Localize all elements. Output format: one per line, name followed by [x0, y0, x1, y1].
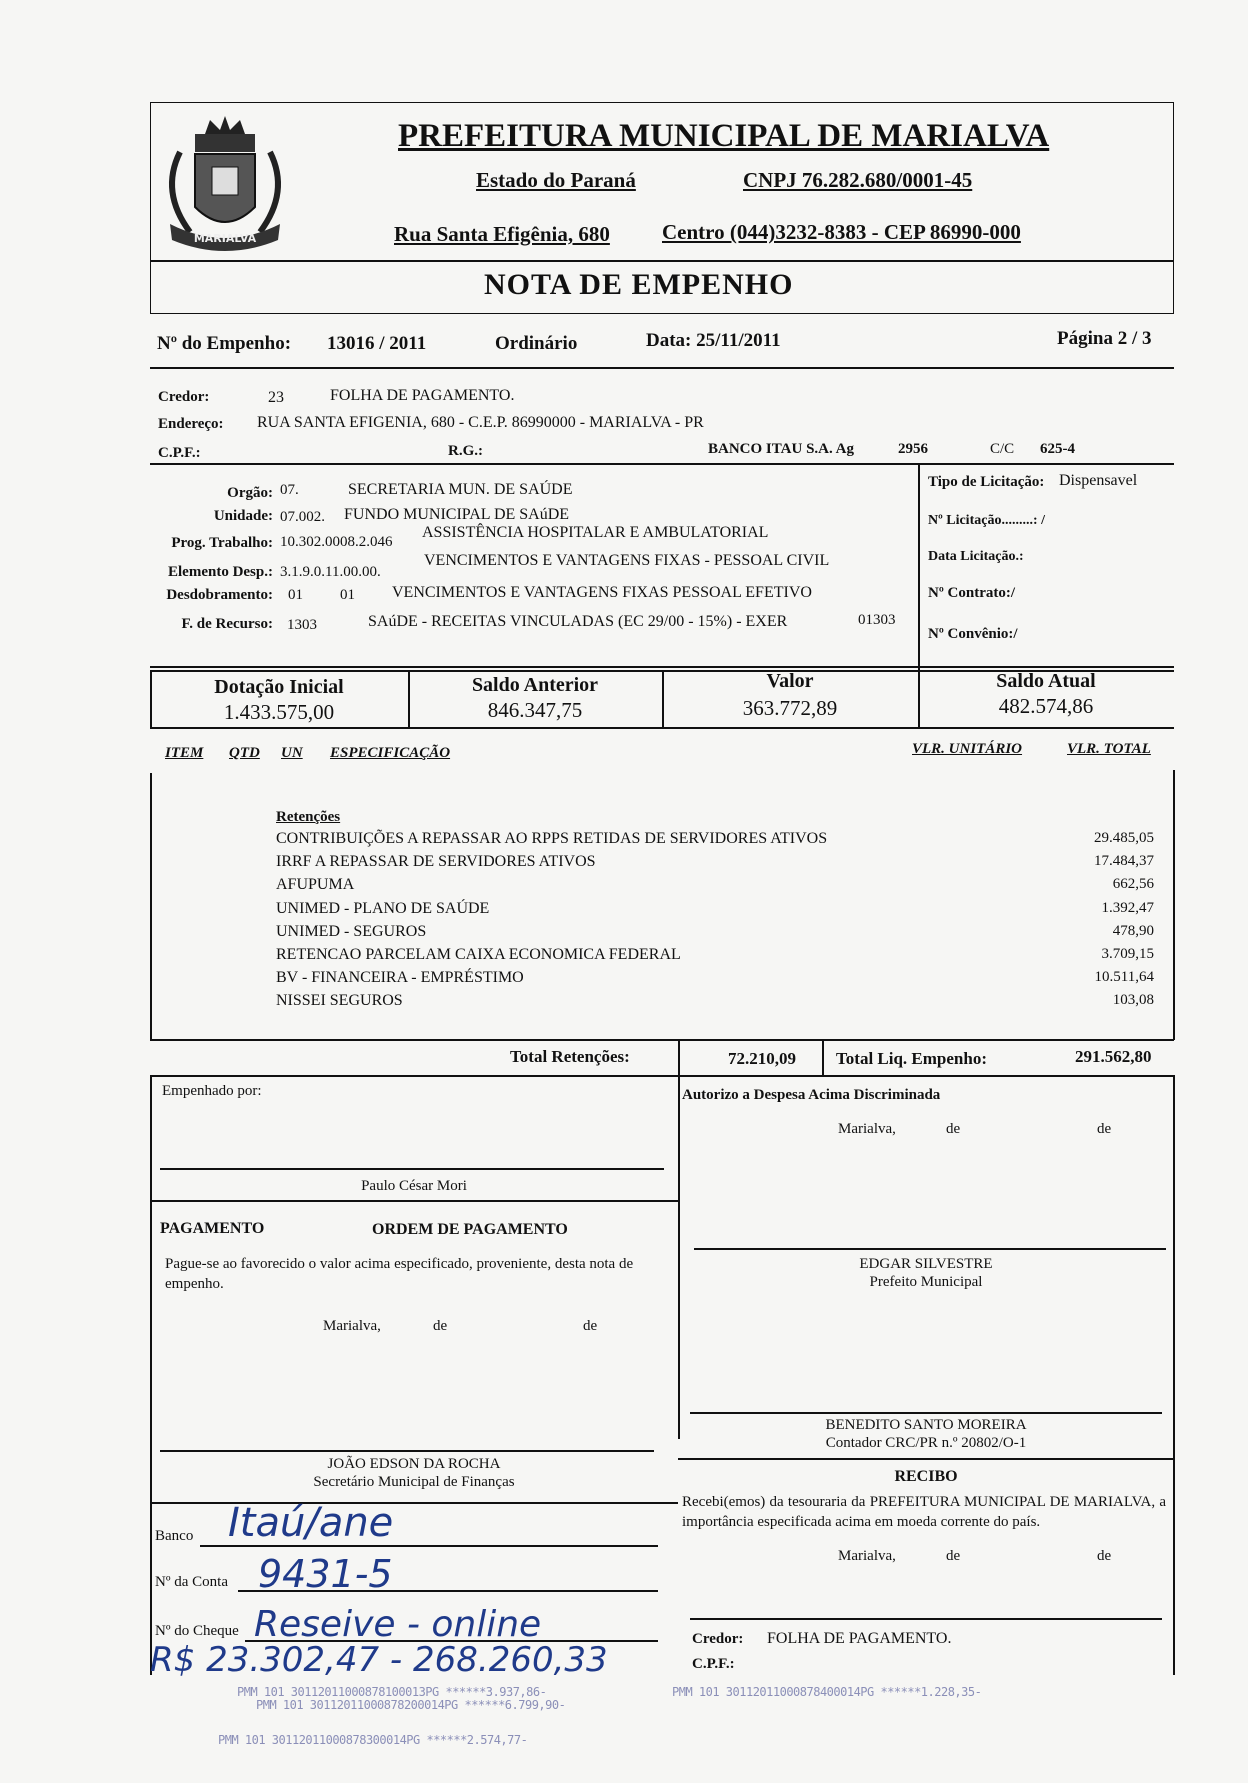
empenho-number: 13016 / 2011: [327, 333, 427, 354]
col-vlr-unitario: VLR. UNITÁRIO: [912, 741, 1023, 757]
autorizo-label: Autorizo a Despesa Acima Discriminada: [682, 1087, 941, 1103]
retencao-row: [276, 943, 1154, 966]
divider: [1173, 1075, 1175, 1675]
orgao-code: 07.: [280, 482, 299, 498]
retencao-row: [276, 850, 1154, 873]
contador-nome: BENEDITO SANTO MOREIRA: [825, 1417, 1027, 1433]
col-vlr-total: VLR. TOTAL: [1067, 741, 1151, 757]
valor-label: Valor: [766, 670, 814, 692]
municipal-coat-of-arms-logo: [150, 112, 300, 262]
pagamento-de2: de: [583, 1318, 598, 1334]
col-qtd: QTD: [229, 745, 260, 761]
divider: [150, 773, 152, 1039]
saldo-anterior-value: 846.347,75: [487, 698, 583, 722]
desdobramento-label: Desdobramento:: [166, 587, 273, 603]
saldo-atual-label: Saldo Atual: [996, 670, 1096, 692]
handwritten-cheque: Reseive - online: [254, 1604, 542, 1645]
unidade-code: 07.002.: [280, 509, 325, 525]
dotacao-label: Dotação Inicial: [214, 676, 344, 698]
recibo-credor-label: Credor:: [692, 1631, 744, 1647]
retencao-desc: BV - FINANCEIRA - EMPRÉSTIMO: [276, 969, 524, 987]
retencao-value: 3.709,15: [1101, 946, 1154, 963]
divider: [150, 1075, 152, 1675]
empenho-date: Data: 25/11/2011: [646, 330, 781, 351]
header-divider: [150, 260, 1174, 262]
col-especificacao: ESPECIFICAÇÃO: [330, 745, 451, 761]
desdobramento-a: 01: [288, 587, 303, 603]
total-liquido-label: Total Liq. Empenho:: [836, 1049, 987, 1068]
signature-line: [160, 1450, 654, 1452]
tipo-licitacao-value: Dispensavel: [1059, 472, 1138, 489]
tipo-licitacao-label: Tipo de Licitação:: [928, 474, 1045, 490]
retencao-value: 29.485,05: [1094, 830, 1154, 846]
recurso-label: F. de Recurso:: [181, 616, 273, 632]
autorizo-de1: de: [946, 1121, 961, 1137]
pagamento-marialva: Marialva,: [323, 1318, 381, 1334]
svg-text:MARIALVA: MARIALVA: [193, 232, 257, 245]
divider: [150, 463, 1174, 465]
ordem-pagamento-label: ORDEM DE PAGAMENTO: [372, 1221, 568, 1238]
retencao-row: [276, 920, 1154, 943]
cnpj-label: CNPJ 76.282.680/0001-45: [743, 168, 973, 192]
retencao-row: [276, 989, 1154, 1012]
recibo-de2: de: [1097, 1548, 1112, 1564]
contador-cargo: Contador CRC/PR n.º 20802/O-1: [825, 1435, 1027, 1451]
state-label: Estado do Paraná: [476, 168, 636, 192]
divider: [150, 666, 1174, 668]
retencao-value: 662,56: [1112, 876, 1154, 893]
pague-se-text: Pague-se ao favorecido o valor acima especificado, proveniente, desta nota de empenho.: [165, 1256, 634, 1292]
street-address: Rua Santa Efigênia, 680: [394, 222, 610, 246]
recibo-credor-nome: FOLHA DE PAGAMENTO.: [767, 1630, 952, 1647]
retencoes-list: [276, 827, 1154, 1013]
orgao-label: Orgão:: [227, 485, 273, 501]
recurso-code2: 01303: [858, 612, 896, 628]
desdobramento-b: 01: [340, 587, 355, 603]
handwritten-valores: R$ 23.302,47 - 268.260,33: [150, 1640, 608, 1680]
doc-title: NOTA DE EMPENHO: [484, 268, 794, 301]
prog-code: 10.302.0008.2.046: [280, 534, 393, 550]
retencao-value: 10.511,64: [1094, 969, 1154, 986]
autorizo-de2: de: [1097, 1121, 1112, 1137]
divider: [918, 463, 920, 666]
saldo-atual-value: 482.574,86: [998, 694, 1094, 718]
secretario-cargo: Secretário Municipal de Finanças: [313, 1474, 515, 1490]
recibo-text: Recebi(emos) da tesouraria da PREFEITURA MUNICIPAL DE MARIALVA, a importância especificada acima em moeda corrente do país.: [682, 1494, 1166, 1530]
prog-name: ASSISTÊNCIA HOSPITALAR E AMBULATORIAL: [422, 524, 769, 541]
prefeitura-title: PREFEITURA MUNICIPAL DE MARIALVA: [398, 118, 1050, 154]
bank-name: BANCO ITAU S.A. Ag: [708, 441, 854, 457]
divider: [678, 1458, 1174, 1460]
retencao-desc: UNIMED - SEGUROS: [276, 922, 427, 940]
retencao-value: 17.484,37: [1094, 853, 1154, 870]
saldo-anterior-label: Saldo Anterior: [471, 674, 599, 696]
pagamento-de1: de: [433, 1318, 448, 1334]
cpf-label: C.P.F.:: [158, 445, 201, 461]
orgao-name: SECRETARIA MUN. DE SAÚDE: [348, 481, 573, 498]
signature-line: [694, 1248, 1166, 1250]
valor-value: 363.772,89: [742, 696, 838, 720]
retencao-desc: UNIMED - PLANO DE SAÚDE: [276, 899, 490, 917]
retencao-row: [276, 873, 1154, 896]
retencao-row: [276, 966, 1154, 989]
col-un: UN: [281, 745, 303, 761]
desdobramento-name: VENCIMENTOS E VANTAGENS FIXAS PESSOAL EFETIVO: [392, 584, 812, 601]
retencao-desc: IRRF A REPASSAR DE SERVIDORES ATIVOS: [276, 853, 596, 871]
divider: [1173, 770, 1175, 1040]
elemento-label: Elemento Desp.:: [168, 564, 273, 580]
cheque-label: Nº do Cheque: [155, 1623, 239, 1639]
divider: [150, 1075, 1174, 1077]
banco-label: Banco: [155, 1528, 194, 1544]
retencao-value: 478,90: [1112, 922, 1154, 939]
district-phone-cep: Centro (044)3232-8383 - CEP 86990-000: [662, 220, 1021, 244]
handwritten-banco: Itaú/ane: [228, 1500, 394, 1546]
empenho-num-label: Nº do Empenho:: [157, 333, 292, 354]
retencao-value: 1.392,47: [1101, 899, 1154, 916]
credor-name: FOLHA DE PAGAMENTO.: [330, 387, 515, 404]
divider: [822, 1039, 824, 1075]
pagamento-label: PAGAMENTO: [160, 1220, 265, 1237]
signature-line: [160, 1168, 664, 1170]
retencao-desc: AFUPUMA: [276, 876, 355, 894]
unidade-label: Unidade:: [213, 508, 273, 524]
retencao-desc: CONTRIBUIÇÕES A REPASSAR AO RPPS RETIDAS DE SERVIDORES ATIVOS: [276, 830, 828, 847]
bank-stamp: PMM 101 30112011000878400014PG ******1.228,35-: [672, 1685, 982, 1699]
recurso-name: SAúDE - RECEITAS VINCULADAS (EC 29/00 - 15%) - EXER: [368, 613, 788, 630]
endereco-label: Endereço:: [158, 416, 224, 432]
divider: [150, 367, 1174, 369]
prefeito-nome: EDGAR SILVESTRE: [859, 1256, 993, 1272]
total-liquido-value: 291.562,80: [1075, 1047, 1152, 1066]
signature-line: [690, 1412, 1162, 1414]
secretario-nome: JOÃO EDSON DA ROCHA: [327, 1456, 501, 1472]
num-contrato: Nº Contrato:/: [928, 585, 1016, 601]
prefeito-cargo: Prefeito Municipal: [869, 1274, 983, 1290]
num-convenio: Nº Convênio:/: [928, 626, 1018, 642]
divider: [150, 1200, 678, 1202]
retencao-desc: NISSEI SEGUROS: [276, 992, 403, 1010]
credor-label: Credor:: [158, 389, 210, 405]
page-number: Página 2 / 3: [1057, 328, 1152, 349]
bank-stamp: PMM 101 30112011000878100013PG ******3.937,86-: [237, 1685, 547, 1699]
retencao-row: [276, 897, 1154, 920]
retencao-row: [276, 827, 1154, 850]
cc-number: 625-4: [1040, 441, 1075, 457]
recurso-code: 1303: [287, 617, 317, 633]
unidade-name: FUNDO MUNICIPAL DE SAúDE: [344, 506, 570, 523]
total-retencoes-value: 72.210,09: [728, 1049, 796, 1068]
credor-code: 23: [268, 389, 284, 406]
empenhado-por-label: Empenhado por:: [162, 1083, 262, 1099]
cc-label: C/C: [990, 441, 1015, 457]
elemento-code: 3.1.9.0.11.00.00.: [280, 564, 381, 580]
autorizo-marialva: Marialva,: [838, 1121, 896, 1137]
recibo-title: RECIBO: [894, 1468, 958, 1485]
bank-stamp: PMM 101 30112011000878300014PG ******2.574,77-: [218, 1733, 528, 1747]
bank-agency: 2956: [898, 441, 928, 457]
dotacao-value: 1.433.575,00: [223, 700, 335, 724]
signature-line: [690, 1618, 1162, 1620]
divider: [678, 1039, 680, 1439]
recibo-marialva: Marialva,: [838, 1548, 896, 1564]
elemento-name: VENCIMENTOS E VANTAGENS FIXAS - PESSOAL CIVIL: [424, 552, 830, 569]
num-licitacao: Nº Licitação.........: /: [928, 513, 1045, 528]
divider: [150, 1039, 1174, 1041]
rg-label: R.G.:: [448, 443, 483, 459]
recibo-cpf-label: C.P.F.:: [692, 1656, 735, 1672]
retencao-value: 103,08: [1112, 992, 1154, 1009]
prog-label: Prog. Trabalho:: [171, 535, 273, 551]
conta-label: Nº da Conta: [155, 1574, 228, 1590]
handwritten-conta: 9431-5: [258, 1552, 393, 1596]
empenho-type: Ordinário: [495, 333, 578, 354]
col-item: ITEM: [165, 745, 204, 761]
empenhado-nome: Paulo César Mori: [361, 1178, 467, 1194]
retencao-desc: RETENCAO PARCELAM CAIXA ECONOMICA FEDERAL: [276, 946, 681, 964]
credor-address: RUA SANTA EFIGENIA, 680 - C.E.P. 86990000 - MARIALVA - PR: [257, 414, 704, 431]
data-licitacao: Data Licitação.:: [928, 549, 1024, 564]
recibo-de1: de: [946, 1548, 961, 1564]
total-retencoes-label: Total Retenções:: [510, 1047, 630, 1066]
bank-stamp: PMM 101 30112011000878200014PG ******6.799,90-: [256, 1698, 566, 1712]
retencoes-title: Retenções: [276, 809, 341, 825]
